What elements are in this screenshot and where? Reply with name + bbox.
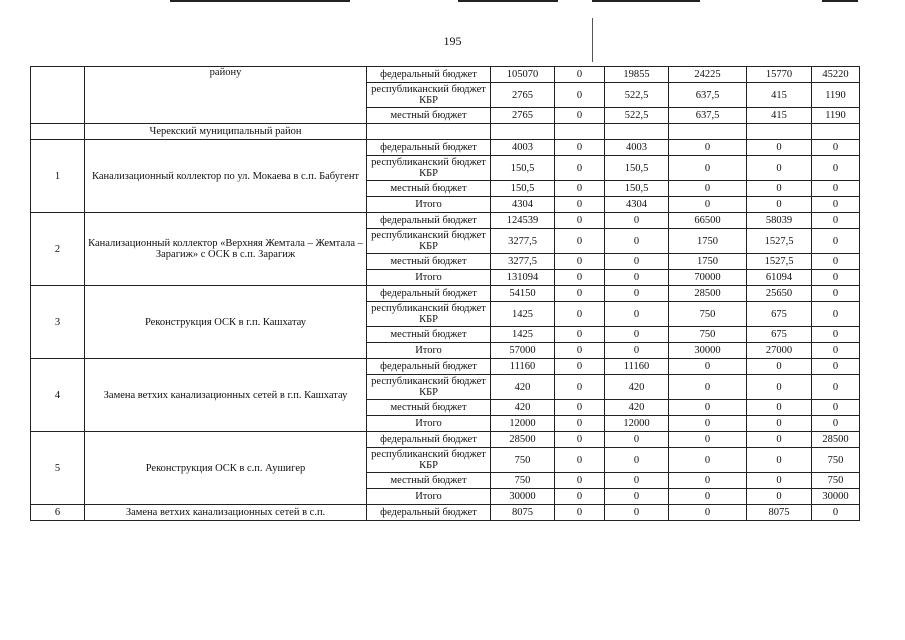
funding-source: Итого (367, 343, 491, 359)
amount-cell: 0 (812, 400, 860, 416)
amount-cell: 750 (491, 448, 555, 473)
amount-cell: 0 (605, 448, 669, 473)
budget-table (30, 66, 860, 521)
amount-cell: 637,5 (669, 83, 747, 108)
amount-cell: 0 (605, 327, 669, 343)
amount-cell: 0 (555, 375, 605, 400)
table-row (31, 67, 860, 83)
amount-cell: 750 (491, 473, 555, 489)
amount-cell: 3277,5 (491, 254, 555, 270)
project-number: 4 (31, 359, 85, 432)
amount-cell: 150,5 (605, 181, 669, 197)
amount-cell: 675 (747, 327, 812, 343)
amount-cell: 0 (747, 140, 812, 156)
funding-source: местный бюджет (367, 400, 491, 416)
amount-cell: 0 (605, 505, 669, 521)
project-number: 5 (31, 432, 85, 505)
section-number-cell (31, 124, 85, 140)
funding-source: Итого (367, 489, 491, 505)
amount-cell: 0 (605, 213, 669, 229)
amount-cell: 0 (812, 229, 860, 254)
amount-cell: 0 (812, 270, 860, 286)
funding-source: местный бюджет (367, 327, 491, 343)
amount-cell: 24225 (669, 67, 747, 83)
funding-source: местный бюджет (367, 473, 491, 489)
amount-cell: 0 (555, 416, 605, 432)
amount-cell: 420 (491, 375, 555, 400)
funding-source: республиканский бюджет КБР (367, 229, 491, 254)
amount-cell: 0 (555, 327, 605, 343)
amount-cell: 0 (605, 473, 669, 489)
funding-source: республиканский бюджет КБР (367, 156, 491, 181)
table-row (31, 359, 860, 375)
empty-cell (605, 124, 669, 140)
amount-cell: 4003 (605, 140, 669, 156)
funding-source: местный бюджет (367, 108, 491, 124)
amount-cell: 0 (605, 254, 669, 270)
amount-cell: 150,5 (491, 181, 555, 197)
amount-cell: 28500 (669, 286, 747, 302)
amount-cell: 2765 (491, 108, 555, 124)
amount-cell: 0 (747, 400, 812, 416)
amount-cell: 0 (555, 229, 605, 254)
amount-cell: 0 (555, 343, 605, 359)
empty-cell (491, 124, 555, 140)
funding-source: Итого (367, 197, 491, 213)
amount-cell: 1425 (491, 302, 555, 327)
amount-cell: 0 (812, 213, 860, 229)
amount-cell: 750 (812, 448, 860, 473)
table-row (31, 140, 860, 156)
funding-source: федеральный бюджет (367, 213, 491, 229)
amount-cell: 0 (555, 400, 605, 416)
amount-cell: 522,5 (605, 83, 669, 108)
funding-source: республиканский бюджет КБР (367, 302, 491, 327)
project-number: 3 (31, 286, 85, 359)
amount-cell: 0 (605, 432, 669, 448)
project-name: Замена ветхих канализационных сетей в с.п. (85, 505, 367, 521)
amount-cell: 0 (812, 254, 860, 270)
amount-cell: 12000 (605, 416, 669, 432)
table-row (31, 213, 860, 229)
amount-cell: 415 (747, 83, 812, 108)
amount-cell: 57000 (491, 343, 555, 359)
amount-cell: 0 (669, 140, 747, 156)
amount-cell: 4304 (491, 197, 555, 213)
amount-cell: 0 (555, 302, 605, 327)
amount-cell: 0 (669, 375, 747, 400)
amount-cell: 0 (669, 505, 747, 521)
amount-cell: 0 (812, 375, 860, 400)
amount-cell: 61094 (747, 270, 812, 286)
amount-cell: 19855 (605, 67, 669, 83)
amount-cell: 15770 (747, 67, 812, 83)
amount-cell: 0 (555, 156, 605, 181)
amount-cell: 0 (747, 181, 812, 197)
top-rule-3 (592, 0, 700, 2)
empty-cell (747, 124, 812, 140)
amount-cell: 0 (555, 83, 605, 108)
amount-cell: 0 (747, 448, 812, 473)
amount-cell: 0 (555, 67, 605, 83)
amount-cell: 1190 (812, 108, 860, 124)
funding-source: федеральный бюджет (367, 67, 491, 83)
amount-cell: 0 (747, 473, 812, 489)
funding-source: федеральный бюджет (367, 432, 491, 448)
amount-cell: 0 (812, 181, 860, 197)
amount-cell: 45220 (812, 67, 860, 83)
amount-cell: 0 (555, 505, 605, 521)
amount-cell: 0 (669, 432, 747, 448)
amount-cell: 0 (669, 400, 747, 416)
amount-cell: 105070 (491, 67, 555, 83)
funding-source: федеральный бюджет (367, 140, 491, 156)
amount-cell: 0 (605, 270, 669, 286)
amount-cell: 0 (812, 140, 860, 156)
amount-cell: 12000 (491, 416, 555, 432)
amount-cell: 0 (747, 156, 812, 181)
funding-source: местный бюджет (367, 181, 491, 197)
amount-cell: 420 (491, 400, 555, 416)
amount-cell: 28500 (491, 432, 555, 448)
amount-cell: 27000 (747, 343, 812, 359)
amount-cell: 675 (747, 302, 812, 327)
amount-cell: 0 (605, 343, 669, 359)
table-row (31, 505, 860, 521)
project-name: Замена ветхих канализационных сетей в г.п. Кашхатау (85, 359, 367, 432)
amount-cell: 11160 (605, 359, 669, 375)
amount-cell: 124539 (491, 213, 555, 229)
amount-cell: 750 (812, 473, 860, 489)
amount-cell: 0 (747, 489, 812, 505)
amount-cell: 0 (747, 432, 812, 448)
amount-cell: 0 (669, 156, 747, 181)
funding-source: Итого (367, 270, 491, 286)
amount-cell: 0 (747, 197, 812, 213)
empty-cell (812, 124, 860, 140)
amount-cell: 0 (812, 286, 860, 302)
amount-cell: 8075 (491, 505, 555, 521)
funding-source: федеральный бюджет (367, 286, 491, 302)
amount-cell: 0 (555, 432, 605, 448)
amount-cell: 0 (812, 505, 860, 521)
funding-source: федеральный бюджет (367, 505, 491, 521)
amount-cell: 30000 (812, 489, 860, 505)
amount-cell: 30000 (491, 489, 555, 505)
amount-cell: 420 (605, 400, 669, 416)
amount-cell: 1750 (669, 254, 747, 270)
amount-cell: 0 (555, 270, 605, 286)
amount-cell: 54150 (491, 286, 555, 302)
top-rule-4 (822, 0, 858, 2)
table-row (31, 432, 860, 448)
amount-cell: 0 (555, 140, 605, 156)
page-number: 195 (443, 34, 462, 48)
amount-cell: 0 (555, 359, 605, 375)
amount-cell: 0 (669, 489, 747, 505)
amount-cell: 11160 (491, 359, 555, 375)
amount-cell: 522,5 (605, 108, 669, 124)
project-name: Канализационный коллектор «Верхняя Жемтала – Жемтала – Зарагиж» с ОСК в с.п. Зарагиж (85, 213, 367, 286)
project-number: 1 (31, 140, 85, 213)
amount-cell: 0 (747, 359, 812, 375)
table-row (31, 286, 860, 302)
amount-cell: 750 (669, 327, 747, 343)
project-name: Канализационный коллектор по ул. Мокаева в с.п. Бабугент (85, 140, 367, 213)
amount-cell: 0 (669, 181, 747, 197)
amount-cell: 0 (555, 254, 605, 270)
amount-cell: 0 (555, 213, 605, 229)
amount-cell: 0 (812, 197, 860, 213)
amount-cell: 0 (555, 286, 605, 302)
amount-cell: 150,5 (605, 156, 669, 181)
amount-cell: 8075 (747, 505, 812, 521)
project-number: 6 (31, 505, 85, 521)
amount-cell: 1750 (669, 229, 747, 254)
empty-cell (669, 124, 747, 140)
amount-cell: 0 (747, 375, 812, 400)
budget-table-body (31, 67, 860, 521)
scan-mark (592, 18, 593, 62)
amount-cell: 0 (605, 229, 669, 254)
amount-cell: 415 (747, 108, 812, 124)
amount-cell: 0 (555, 448, 605, 473)
amount-cell: 150,5 (491, 156, 555, 181)
amount-cell: 4304 (605, 197, 669, 213)
amount-cell: 0 (555, 489, 605, 505)
amount-cell: 420 (605, 375, 669, 400)
empty-cell (555, 124, 605, 140)
amount-cell: 0 (812, 359, 860, 375)
funding-source: Итого (367, 416, 491, 432)
amount-cell: 0 (669, 197, 747, 213)
amount-cell: 1425 (491, 327, 555, 343)
project-number: 2 (31, 213, 85, 286)
amount-cell: 0 (747, 416, 812, 432)
amount-cell: 0 (605, 286, 669, 302)
amount-cell: 1527,5 (747, 229, 812, 254)
top-rule-1 (170, 0, 350, 2)
amount-cell: 30000 (669, 343, 747, 359)
amount-cell: 1190 (812, 83, 860, 108)
project-name: Реконструкция ОСК в г.п. Кашхатау (85, 286, 367, 359)
amount-cell: 3277,5 (491, 229, 555, 254)
amount-cell: 0 (669, 448, 747, 473)
funding-source: республиканский бюджет КБР (367, 448, 491, 473)
project-name: району (85, 67, 367, 124)
amount-cell: 58039 (747, 213, 812, 229)
amount-cell: 1527,5 (747, 254, 812, 270)
empty-cell (367, 124, 491, 140)
funding-source: республиканский бюджет КБР (367, 375, 491, 400)
top-rule-2 (458, 0, 558, 2)
funding-source: федеральный бюджет (367, 359, 491, 375)
amount-cell: 70000 (669, 270, 747, 286)
amount-cell: 0 (669, 473, 747, 489)
amount-cell: 0 (605, 302, 669, 327)
amount-cell: 0 (605, 489, 669, 505)
amount-cell: 0 (669, 416, 747, 432)
amount-cell: 0 (555, 197, 605, 213)
section-row (31, 124, 860, 140)
amount-cell: 0 (812, 156, 860, 181)
amount-cell: 25650 (747, 286, 812, 302)
amount-cell: 66500 (669, 213, 747, 229)
project-number (31, 67, 85, 124)
amount-cell: 0 (812, 327, 860, 343)
amount-cell: 637,5 (669, 108, 747, 124)
amount-cell: 131094 (491, 270, 555, 286)
amount-cell: 0 (555, 473, 605, 489)
funding-source: республиканский бюджет КБР (367, 83, 491, 108)
amount-cell: 4003 (491, 140, 555, 156)
section-title: Черекский муниципальный район (85, 124, 367, 140)
funding-source: местный бюджет (367, 254, 491, 270)
amount-cell: 0 (555, 181, 605, 197)
amount-cell: 0 (555, 108, 605, 124)
project-name: Реконструкция ОСК в с.п. Аушигер (85, 432, 367, 505)
amount-cell: 0 (669, 359, 747, 375)
amount-cell: 0 (812, 302, 860, 327)
amount-cell: 750 (669, 302, 747, 327)
amount-cell: 0 (812, 416, 860, 432)
amount-cell: 2765 (491, 83, 555, 108)
amount-cell: 0 (812, 343, 860, 359)
amount-cell: 28500 (812, 432, 860, 448)
